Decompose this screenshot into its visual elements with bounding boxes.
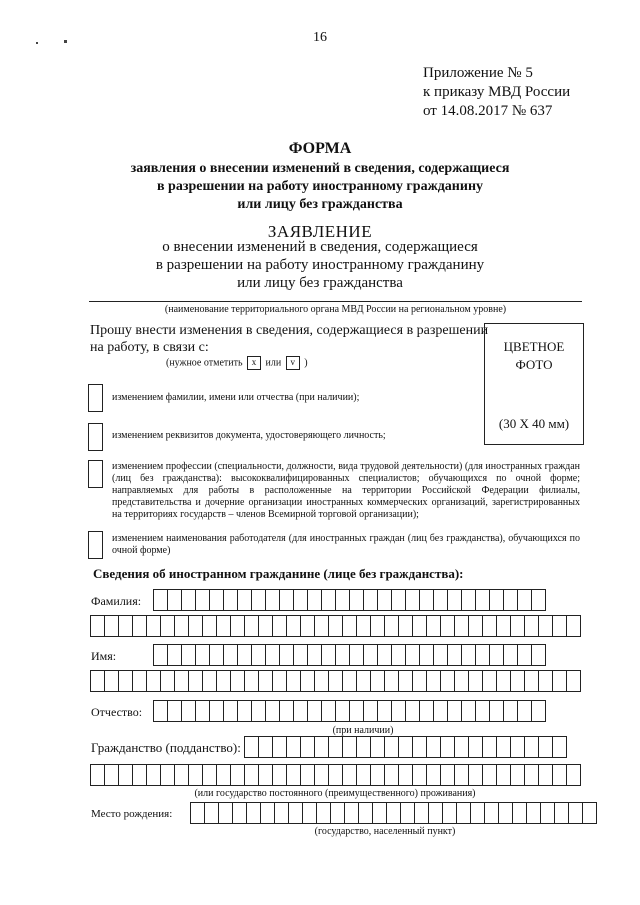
char-cell[interactable] [294,644,308,666]
char-cell[interactable] [217,670,231,692]
char-cell[interactable] [567,670,581,692]
char-cell[interactable] [231,764,245,786]
char-cell[interactable] [133,764,147,786]
char-cell[interactable] [406,644,420,666]
char-cell[interactable] [371,736,385,758]
char-cell[interactable] [301,615,315,637]
char-cell[interactable] [189,670,203,692]
char-cell[interactable] [427,615,441,637]
char-cell[interactable] [511,615,525,637]
char-cell[interactable] [147,615,161,637]
char-cell[interactable] [301,736,315,758]
char-cell[interactable] [154,589,168,611]
option-label: изменением реквизитов документа, удостоверяющего личность; [112,430,386,441]
char-cell[interactable] [91,670,105,692]
char-cell[interactable] [504,700,518,722]
char-cell[interactable] [443,802,457,824]
char-cell[interactable] [224,589,238,611]
char-cell[interactable] [343,764,357,786]
char-cell[interactable] [331,802,345,824]
char-cell[interactable] [483,736,497,758]
char-cell[interactable] [385,670,399,692]
char-cell[interactable] [406,589,420,611]
page-number: 16 [313,30,327,45]
photo-label-line-1: ЦВЕТНОЕ [503,339,565,354]
char-cell[interactable] [343,615,357,637]
char-cell[interactable] [245,615,259,637]
char-cell[interactable] [525,764,539,786]
section-title: Сведения об иностранном гражданине (лице без гражданства): [93,566,464,581]
char-cell[interactable] [469,736,483,758]
char-cell[interactable] [303,802,317,824]
char-cell[interactable] [427,736,441,758]
photo-label-line-2: ФОТО [515,357,553,372]
application-subtitle-line: в разрешении на работу иностранному гражданину [155,257,485,273]
char-cell[interactable] [189,615,203,637]
char-cell[interactable] [217,615,231,637]
char-cell[interactable] [469,670,483,692]
char-cell[interactable] [189,764,203,786]
form-subtitle-line: или лицу без гражданства [237,197,403,212]
char-cell[interactable] [336,589,350,611]
surname-label: Фамилия: [91,594,142,608]
char-cell[interactable] [182,589,196,611]
char-cell[interactable] [273,764,287,786]
char-cell[interactable] [469,615,483,637]
char-cell[interactable] [490,589,504,611]
char-cell[interactable] [329,670,343,692]
option-label: изменением наименования работодателя (для иностранных граждан (лиц без гражданства), обучающихся по очной форме) [112,533,580,556]
char-cell[interactable] [434,644,448,666]
application-subtitle [0,238,640,292]
char-cell[interactable] [259,670,273,692]
char-cell[interactable] [420,644,434,666]
char-cell[interactable] [525,736,539,758]
char-cell[interactable] [252,644,266,666]
char-cell[interactable] [350,700,364,722]
char-cell[interactable] [525,670,539,692]
char-cell[interactable] [490,644,504,666]
mark-x-box: x [247,356,261,370]
char-cell[interactable] [471,802,485,824]
char-cell[interactable] [373,802,387,824]
char-cell[interactable] [154,700,168,722]
surname-input-row-1[interactable] [153,589,546,611]
char-cell[interactable] [91,764,105,786]
char-cell[interactable] [441,670,455,692]
char-cell[interactable] [247,802,261,824]
char-cell[interactable] [119,615,133,637]
mark-instruction [166,356,308,370]
name-label: Имя: [91,649,117,663]
char-cell[interactable] [154,644,168,666]
char-cell[interactable] [357,736,371,758]
char-cell[interactable] [175,764,189,786]
patronymic-note: (при наличии) [332,725,394,736]
char-cell[interactable] [385,615,399,637]
char-cell[interactable] [161,764,175,786]
char-cell[interactable] [448,589,462,611]
char-cell[interactable] [308,644,322,666]
char-cell[interactable] [413,670,427,692]
char-cell[interactable] [287,615,301,637]
char-cell[interactable] [224,700,238,722]
char-cell[interactable] [350,589,364,611]
char-cell[interactable] [429,802,443,824]
char-cell[interactable] [266,644,280,666]
char-cell[interactable] [345,802,359,824]
char-cell[interactable] [364,700,378,722]
birthplace-note: (государство, населенный пункт) [314,826,456,837]
char-cell[interactable] [133,615,147,637]
form-title: ФОРМА [288,140,352,157]
char-cell[interactable] [476,589,490,611]
char-cell[interactable] [499,802,513,824]
char-cell[interactable] [231,615,245,637]
char-cell[interactable] [420,589,434,611]
mark-v-box: v [286,356,300,370]
char-cell[interactable] [329,736,343,758]
citizenship-input-row-1[interactable] [244,736,567,758]
photo-label [485,338,583,374]
char-cell[interactable] [147,670,161,692]
citizenship-label: Гражданство (подданство): [91,740,241,755]
char-cell[interactable] [280,700,294,722]
char-cell[interactable] [462,589,476,611]
char-cell[interactable] [504,589,518,611]
char-cell[interactable] [513,802,527,824]
char-cell[interactable] [119,764,133,786]
citizenship-input-row-2[interactable] [90,764,581,786]
char-cell[interactable] [539,764,553,786]
char-cell[interactable] [317,802,331,824]
char-cell[interactable] [553,670,567,692]
char-cell[interactable] [294,589,308,611]
char-cell[interactable] [245,764,259,786]
char-cell[interactable] [287,670,301,692]
char-cell[interactable] [343,736,357,758]
char-cell[interactable] [219,802,233,824]
char-cell[interactable] [336,700,350,722]
option-label: изменением фамилии, имени или отчества (при наличии); [112,392,360,403]
char-cell[interactable] [455,764,469,786]
char-cell[interactable] [497,615,511,637]
name-input-row-1[interactable] [153,644,546,666]
char-cell[interactable] [427,764,441,786]
char-cell[interactable] [322,644,336,666]
char-cell[interactable] [308,700,322,722]
char-cell[interactable] [196,644,210,666]
char-cell[interactable] [315,615,329,637]
char-cell[interactable] [322,589,336,611]
char-cell[interactable] [289,802,303,824]
char-cell[interactable] [357,764,371,786]
char-cell[interactable] [539,736,553,758]
char-cell[interactable] [455,736,469,758]
char-cell[interactable] [252,589,266,611]
char-cell[interactable] [191,802,205,824]
char-cell[interactable] [457,802,471,824]
char-cell[interactable] [91,615,105,637]
char-cell[interactable] [301,670,315,692]
char-cell[interactable] [420,700,434,722]
char-cell[interactable] [182,644,196,666]
char-cell[interactable] [378,700,392,722]
photo-box[interactable] [484,323,584,445]
mark-or: или [265,357,282,369]
char-cell[interactable] [287,736,301,758]
char-cell[interactable] [497,764,511,786]
char-cell[interactable] [175,670,189,692]
char-cell[interactable] [168,644,182,666]
char-cell[interactable] [371,764,385,786]
option-checkbox[interactable] [88,531,103,559]
appendix-line-3: от 14.08.2017 № 637 [423,103,553,119]
char-cell[interactable] [105,670,119,692]
char-cell[interactable] [392,589,406,611]
char-cell[interactable] [532,644,546,666]
char-cell[interactable] [511,736,525,758]
char-cell[interactable] [525,615,539,637]
char-cell[interactable] [182,700,196,722]
char-cell[interactable] [490,700,504,722]
char-cell[interactable] [413,615,427,637]
char-cell[interactable] [161,670,175,692]
char-cell[interactable] [462,644,476,666]
char-cell[interactable] [434,589,448,611]
char-cell[interactable] [415,802,429,824]
char-cell[interactable] [406,700,420,722]
char-cell[interactable] [280,589,294,611]
char-cell[interactable] [378,644,392,666]
char-cell[interactable] [119,670,133,692]
request-line-1: Прошу внести изменения в сведения, содержащиеся в разрешении [90,323,489,338]
appendix-line-1: Приложение № 5 [423,65,533,81]
char-cell[interactable] [527,802,541,824]
char-cell[interactable] [350,644,364,666]
photo-size: (30 Х 40 мм) [498,416,570,431]
form-subtitle-line: в разрешении на работу иностранному гражданину [156,179,484,194]
char-cell[interactable] [567,764,581,786]
char-cell[interactable] [266,700,280,722]
char-cell[interactable] [483,670,497,692]
char-cell[interactable] [205,802,219,824]
char-cell[interactable] [259,736,273,758]
char-cell[interactable] [378,589,392,611]
birthplace-input[interactable] [190,802,597,824]
request-text [90,322,488,356]
char-cell[interactable] [266,589,280,611]
char-cell[interactable] [518,644,532,666]
char-cell[interactable] [371,670,385,692]
option-label: изменением профессии (специальности, должности, вида трудовой деятельности) (для иностранных граждан (лиц без гражданства): высококвалифицированных специалистов; обучающихся по очной форме; направляемых для работы в расположенные на территории Российской Федерации филиалы, представительства и дочерние организации иностранных коммерческих организаций, зарегистрированных на территориях государств – членов Всемирной торговой организации); [112,461,580,520]
char-cell[interactable] [196,589,210,611]
option-checkbox[interactable] [88,460,103,488]
char-cell[interactable] [280,644,294,666]
char-cell[interactable] [483,764,497,786]
char-cell[interactable] [555,802,569,824]
option-checkbox[interactable] [88,384,103,412]
char-cell[interactable] [462,700,476,722]
char-cell[interactable] [336,644,350,666]
char-cell[interactable] [364,644,378,666]
char-cell[interactable] [392,644,406,666]
char-cell[interactable] [294,700,308,722]
char-cell[interactable] [287,764,301,786]
char-cell[interactable] [203,670,217,692]
char-cell[interactable] [504,644,518,666]
char-cell[interactable] [259,615,273,637]
char-cell[interactable] [105,764,119,786]
application-subtitle-line: о внесении изменений в сведения, содержащиеся [162,239,478,255]
char-cell[interactable] [210,700,224,722]
char-cell[interactable] [553,736,567,758]
authority-line[interactable] [89,301,582,302]
char-cell[interactable] [469,764,483,786]
char-cell[interactable] [413,736,427,758]
authority-caption: (наименование территориального органа МВД России на региональном уровне) [164,304,507,315]
option-checkbox[interactable] [88,423,103,451]
char-cell[interactable] [261,802,275,824]
birthplace-label: Место рождения: [91,808,173,820]
char-cell[interactable] [497,736,511,758]
char-cell[interactable] [399,615,413,637]
char-cell[interactable] [399,670,413,692]
char-cell[interactable] [441,764,455,786]
char-cell[interactable] [357,615,371,637]
char-cell[interactable] [476,644,490,666]
char-cell[interactable] [322,700,336,722]
char-cell[interactable] [399,764,413,786]
char-cell[interactable] [532,700,546,722]
char-cell[interactable] [553,764,567,786]
form-subtitle-line: заявления о внесении изменений в сведения, содержащиеся [130,161,510,176]
char-cell[interactable] [553,615,567,637]
char-cell[interactable] [485,802,499,824]
char-cell[interactable] [385,764,399,786]
char-cell[interactable] [476,700,490,722]
char-cell[interactable] [238,644,252,666]
form-subtitle [0,160,640,214]
char-cell[interactable] [224,644,238,666]
char-cell[interactable] [392,700,406,722]
char-cell[interactable] [259,764,273,786]
char-cell[interactable] [427,670,441,692]
mark-suffix: ) [304,357,308,369]
char-cell[interactable] [329,615,343,637]
char-cell[interactable] [168,700,182,722]
char-cell[interactable] [448,700,462,722]
char-cell[interactable] [238,700,252,722]
char-cell[interactable] [371,615,385,637]
char-cell[interactable] [245,670,259,692]
char-cell[interactable] [329,764,343,786]
char-cell[interactable] [413,764,427,786]
mark-prefix: (нужное отметить [166,357,243,369]
char-cell[interactable] [511,764,525,786]
char-cell[interactable] [233,802,247,824]
char-cell[interactable] [569,802,583,824]
char-cell[interactable] [399,736,413,758]
application-title: ЗАЯВЛЕНИЕ [267,222,373,241]
citizenship-note: (или государство постоянного (преимущественного) проживания) [194,788,476,799]
patronymic-label: Отчество: [91,705,143,719]
char-cell[interactable] [539,615,553,637]
char-cell[interactable] [359,802,373,824]
char-cell[interactable] [441,736,455,758]
char-cell[interactable] [357,670,371,692]
char-cell[interactable] [105,615,119,637]
char-cell[interactable] [273,615,287,637]
char-cell[interactable] [401,802,415,824]
char-cell[interactable] [539,670,553,692]
char-cell[interactable] [315,736,329,758]
char-cell[interactable] [168,589,182,611]
char-cell[interactable] [203,764,217,786]
char-cell[interactable] [455,615,469,637]
char-cell[interactable] [343,670,357,692]
application-subtitle-line: или лицу без гражданства [237,275,403,291]
char-cell[interactable] [275,802,289,824]
char-cell[interactable] [175,615,189,637]
char-cell[interactable] [387,802,401,824]
patronymic-input[interactable] [153,700,546,722]
char-cell[interactable] [567,615,581,637]
surname-input-row-2[interactable] [90,615,581,637]
char-cell[interactable] [203,615,217,637]
char-cell[interactable] [385,736,399,758]
char-cell[interactable] [210,644,224,666]
char-cell[interactable] [245,736,259,758]
char-cell[interactable] [448,644,462,666]
name-input-row-2[interactable] [90,670,581,692]
char-cell[interactable] [217,764,231,786]
char-cell[interactable] [196,700,210,722]
char-cell[interactable] [231,670,245,692]
char-cell[interactable] [133,670,147,692]
appendix-note [423,64,570,121]
char-cell[interactable] [541,802,555,824]
appendix-line-2: к приказу МВД России [423,84,571,100]
request-line-2: на работу, в связи с: [90,340,209,355]
char-cell[interactable] [147,764,161,786]
char-cell[interactable] [210,589,224,611]
char-cell[interactable] [315,764,329,786]
char-cell[interactable] [273,736,287,758]
char-cell[interactable] [483,615,497,637]
char-cell[interactable] [238,589,252,611]
char-cell[interactable] [252,700,266,722]
char-cell[interactable] [301,764,315,786]
char-cell[interactable] [511,670,525,692]
char-cell[interactable] [583,802,597,824]
char-cell[interactable] [497,670,511,692]
char-cell[interactable] [434,700,448,722]
char-cell[interactable] [273,670,287,692]
char-cell[interactable] [532,589,546,611]
char-cell[interactable] [161,615,175,637]
char-cell[interactable] [518,589,532,611]
char-cell[interactable] [518,700,532,722]
char-cell[interactable] [455,670,469,692]
char-cell[interactable] [308,589,322,611]
char-cell[interactable] [315,670,329,692]
char-cell[interactable] [441,615,455,637]
char-cell[interactable] [364,589,378,611]
